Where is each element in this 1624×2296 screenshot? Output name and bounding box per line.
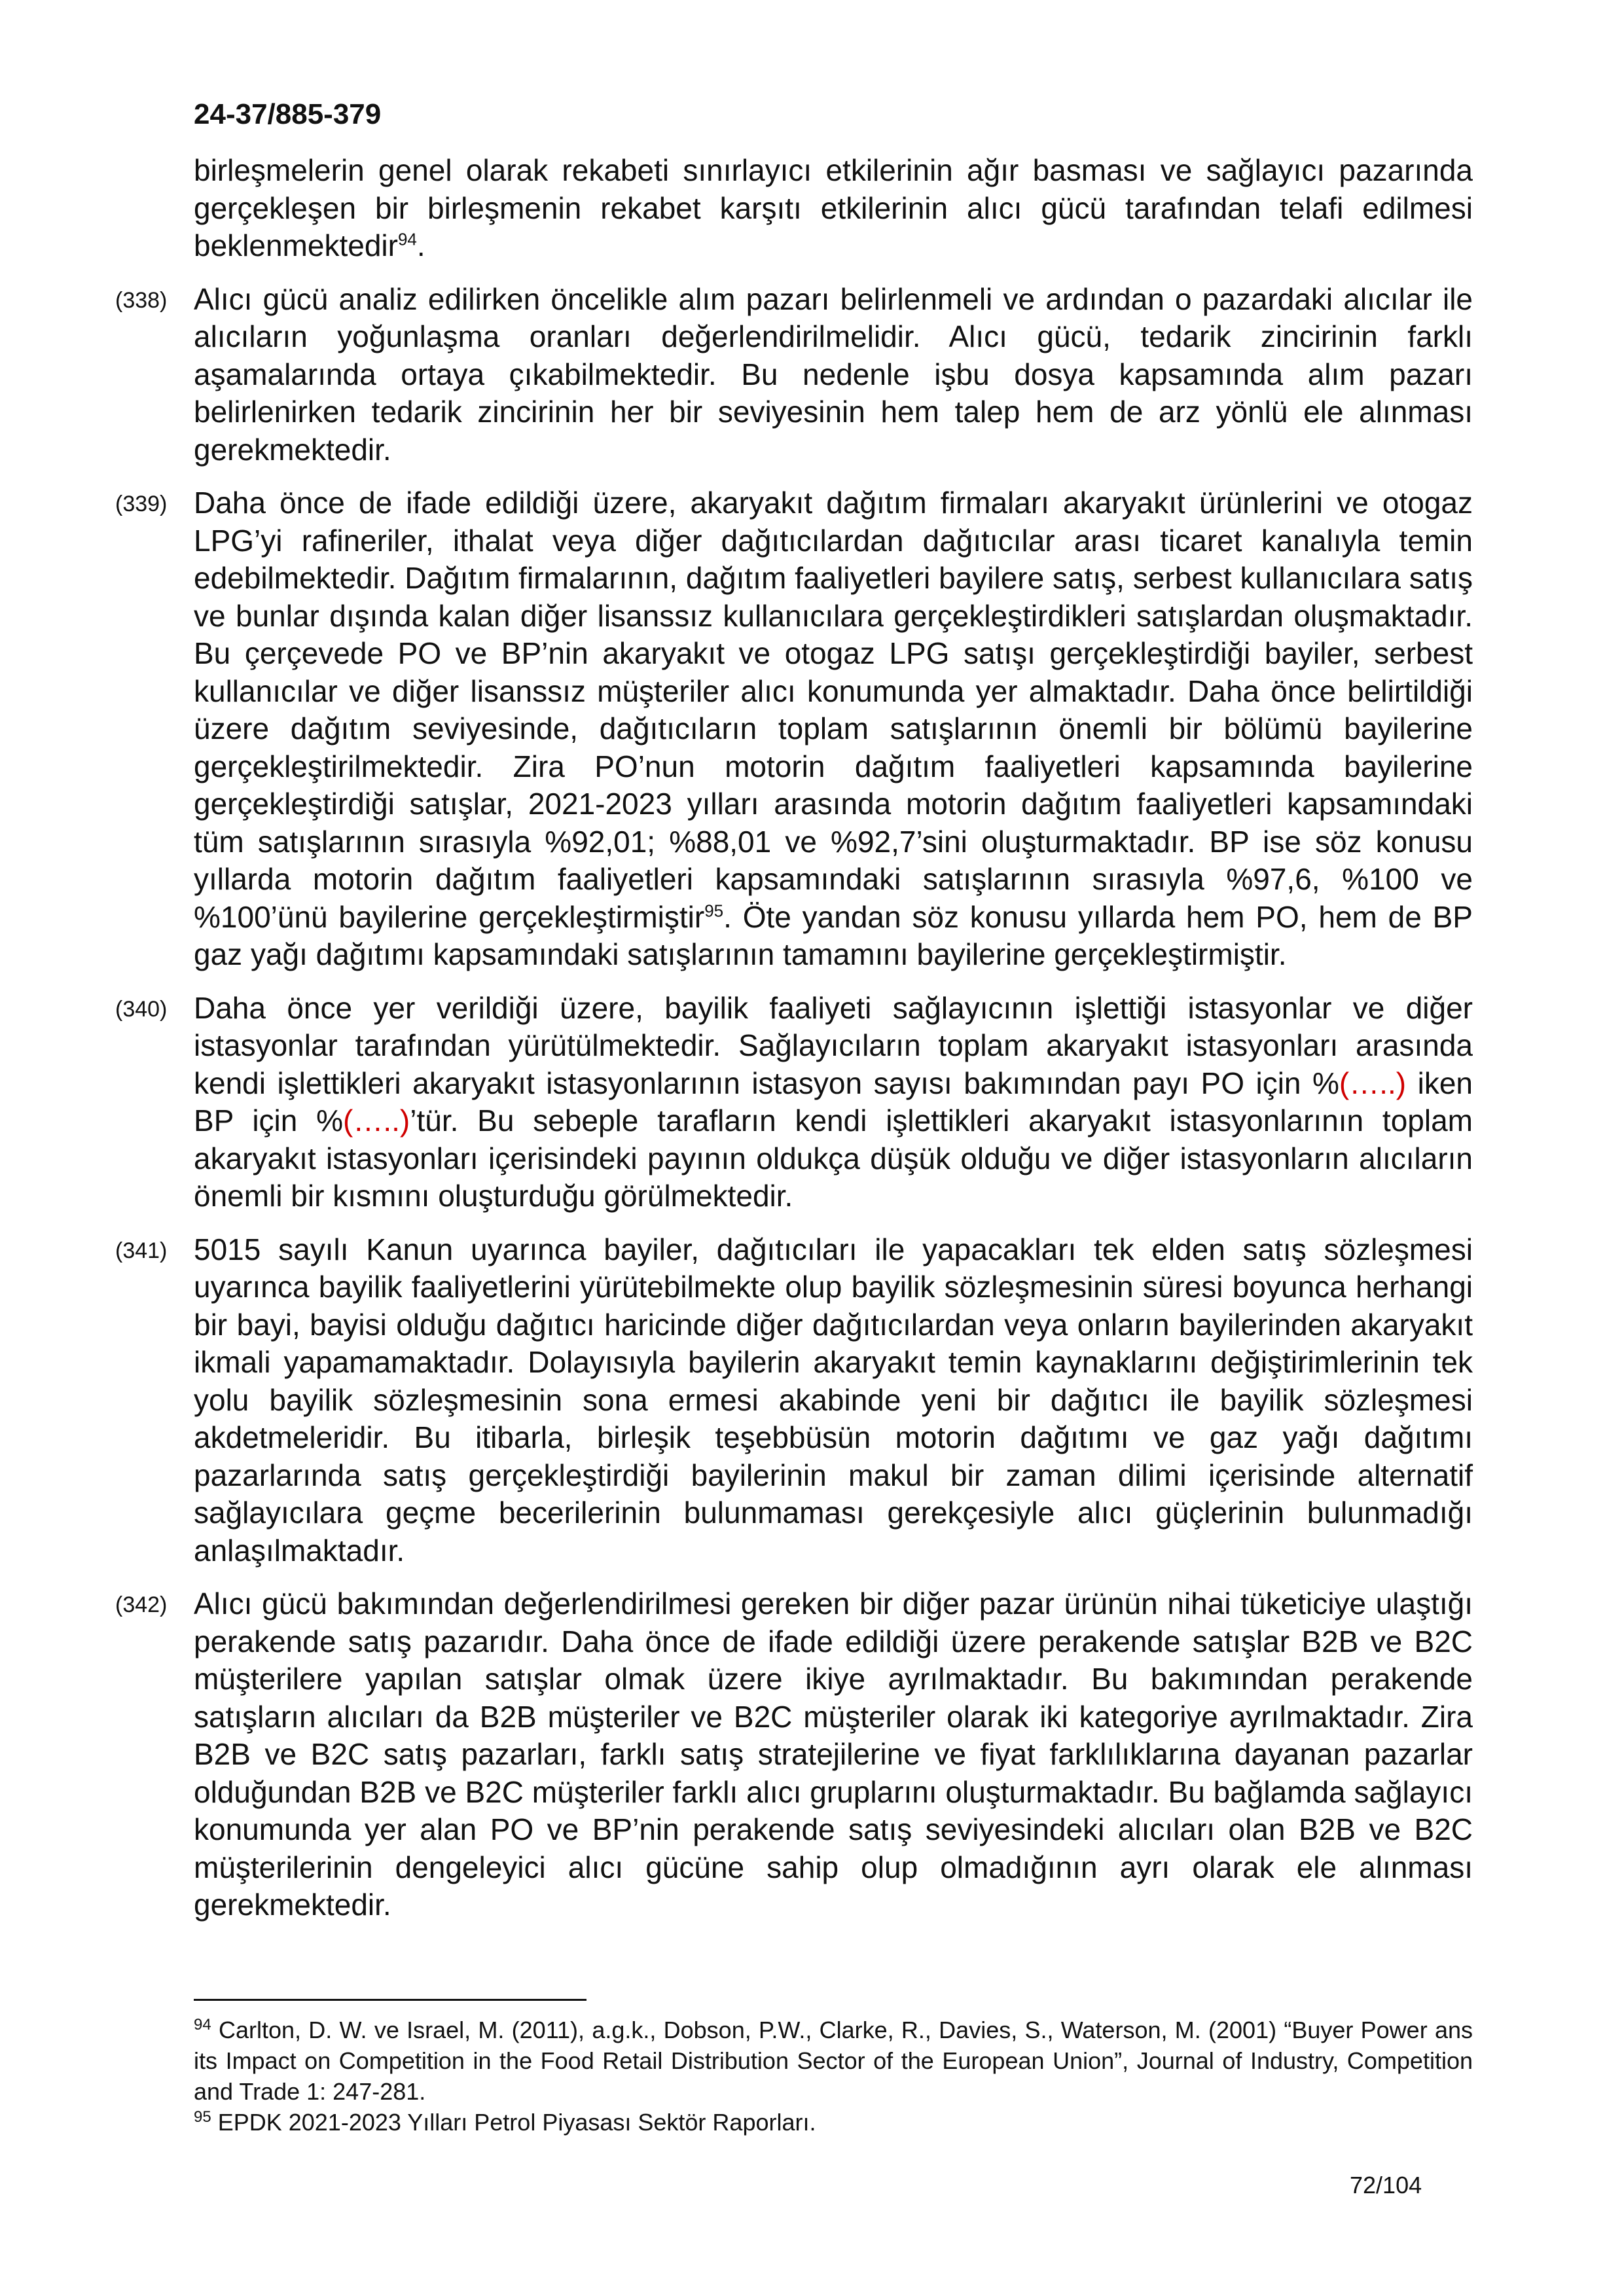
footnote-separator: [194, 1999, 586, 2001]
paragraph-number: (338): [115, 287, 168, 313]
paragraph-text: 5015 sayılı Kanun uyarınca bayiler, dağıtıcıları ile yapacakları tek elden satış sözleşmesi uyarınca bayilik faaliyetlerini yürütebilmekte olup bayilik sözleşmesinin süresi boyunca herhangi bir bayi, bayisi olduğu dağıtıcı haricinde diğer dağıtıcılardan veya onların bayilerinden akaryakıt ikmali yapamamaktadır. Dolayısıyla bayilerin akaryakıt temin kaynaklarını değiştirimlerinin tek yolu bayilik sözleşmesinin sona ermesi akabinde yeni bir dağıtıcı ile bayilik sözleşmesi akdetmeleridir. Bu itibarla, birleşik teşebbüsün motorin dağıtımı ve gaz yağı dağıtımı pazarlarında satış gerçekleştirdiği bayilerinin makul bir zaman dilimi içerisinde alternatif sağlayıcılara geçme becerilerinin bulunmaması gerekçesiyle alıcı güçlerinin bulunmadığı anlaşılmaktadır.: [194, 1232, 1473, 1568]
paragraph-text-part: ’tür. Bu sebeple tarafların kendi işlettikleri akaryakıt istasyonlarının toplam akaryakıt istasyonları içerisindeki payının oldukça düşük olduğu ve diğer istasyonların alıcıların önemli bir kısmını oluşturduğu görülmektedir.: [194, 1103, 1473, 1213]
paragraph-text: [194, 484, 1473, 974]
footnote-number: 95: [194, 2108, 211, 2126]
footnote-ref-94[interactable]: 94: [397, 229, 417, 249]
paragraph-number: (340): [115, 996, 168, 1022]
paragraph-text: birleşmelerin genel olarak rekabeti sınırlayıcı etkilerinin ağır basması ve sağlayıcı pazarında gerçekleşen bir birleşmenin rekabet karşıtı etkilerinin alıcı gücü tarafından telafi edilmesi beklenmektedir: [194, 153, 1473, 262]
footnote-text: EPDK 2021-2023 Yılları Petrol Piyasası Sektör Raporları.: [211, 2109, 816, 2136]
paragraph-341: [115, 1231, 1473, 1570]
paragraph-338: [115, 281, 1473, 469]
paragraph-end: .: [416, 228, 425, 262]
paragraph-342: [115, 1585, 1473, 1924]
page-number: 72/104: [1350, 2172, 1422, 2198]
footnotes: [194, 2015, 1473, 2138]
footnote-ref-95[interactable]: 95: [704, 901, 724, 921]
footnote-95: [194, 2107, 1473, 2138]
body-text: [115, 152, 1473, 1924]
continued-paragraph: [194, 152, 1473, 265]
footnote-94: [194, 2015, 1473, 2107]
footnote-number: 94: [194, 2016, 211, 2034]
paragraph-number: (341): [115, 1238, 168, 1263]
document-id: 24-37/885-379: [194, 98, 382, 130]
paragraph-text: Alıcı gücü analiz edilirken öncelikle alım pazarı belirlenmeli ve ardından o pazardaki alıcılar ile alıcıların yoğunlaşma oranları değerlendirilmelidir. Alıcı gücü, tedarik zincirinin farklı aşamalarında ortaya çıkabilmektedir. Bu nedenle işbu dosya kapsamında alım pazarı belirlenirken tedarik zincirinin her bir seviyesinin hem talep hem de arz yönlü ele alınması gerekmektedir.: [194, 281, 1473, 467]
paragraph-text-part: . Öte yandan söz konusu yıllarda hem PO, hem de BP gaz yağı dağıtımı kapsamındaki satışlarının tamamını bayilerine gerçekleştirmiştir.: [194, 899, 1473, 971]
paragraph-340: [115, 990, 1473, 1215]
redacted-value: (…..): [343, 1103, 410, 1138]
paragraph-number: (342): [115, 1592, 168, 1617]
paragraph-text: Alıcı gücü bakımından değerlendirilmesi gereken bir diğer pazar ürünün nihai tüketiciye ulaştığı perakende satış pazarıdır. Daha önce de ifade edildiği üzere perakende satışlar B2B ve B2C müşterilere yapılan satışlar olmak üzere ikiye ayrılmaktadır. Bu bakımından perakende satışların alıcıları da B2B müşteriler ve B2C müşteriler olarak iki kategoriye ayrılmaktadır. Zira B2B ve B2C satış pazarları, farklı satış stratejilerine ve fiyat farklılıklarına dayanan pazarlar olduğundan B2B ve B2C müşteriler farklı alıcı gruplarını oluşturmaktadır. Bu bağlamda sağlayıcı konumunda yer alan PO ve BP’nin perakende satış seviyesindeki alıcıları olan B2B ve B2C müşterilerinin dengeleyici alıcı gücüne sahip olup olmadığının ayrı olarak ele alınması gerekmektedir.: [194, 1587, 1473, 1922]
paragraph-text: [194, 990, 1473, 1215]
paragraph-text-part: iken BP için %: [194, 1066, 1473, 1138]
redacted-value: (…..): [1339, 1066, 1407, 1100]
paragraph-text-part: Daha önce yer verildiği üzere, bayilik faaliyeti sağlayıcının işlettiği istasyonlar ve diğer istasyonlar tarafından yürütülmektedir. Sağlayıcıların toplam akaryakıt istasyonları arasında kendi işlettikleri akaryakıt istasyonlarının istasyon sayısı bakımından payı PO için %: [194, 990, 1473, 1100]
paragraph-339: [115, 484, 1473, 974]
paragraph-text-part: Daha önce de ifade edildiği üzere, akaryakıt dağıtım firmaları akaryakıt ürünlerini ve otogaz LPG’yi rafineriler, ithalat veya diğer dağıtıcılardan dağıtıcılar arası ticaret kanalıyla temin edebilmektedir. Dağıtım firmalarının, dağıtım faaliyetleri bayilere satış, serbest kullanıcılara satış ve bunlar dışında kalan diğer lisanssız kullanıcılara gerçekleştirdikleri satışlardan oluşmaktadır. Bu çerçevede PO ve BP’nin akaryakıt ve otogaz LPG satışı gerçekleştirdiği bayiler, serbest kullanıcılar ve diğer lisanssız müşteriler alıcı konumunda yer almaktadır. Daha önce belirtildiği üzere dağıtım seviyesinde, dağıtıcıların toplam satışlarının önemli bir bölümü bayilerine gerçekleştirilmektedir. Zira PO’nun motorin dağıtım faaliyetleri kapsamında bayilerine gerçekleştirdiği satışlar, 2021-2023 yılları arasında motorin dağıtım faaliyetleri kapsamındaki tüm satışlarının sırasıyla %92,01; %88,01 ve %92,7’sini oluşturmaktadır. BP ise söz konusu yıllarda motorin dağıtım faaliyetleri kapsamındaki satışlarının sırasıyla %97,6, %100 ve %100’ünü bayilerine gerçekleştirmiştir: [194, 486, 1473, 934]
paragraph-number: (339): [115, 492, 168, 516]
footnote-text: Carlton, D. W. ve Israel, M. (2011), a.g.k., Dobson, P.W., Clarke, R., Davies, S., Waterson, M. (2001) “Buyer Power ans its Impact on Competition in the Food Retail Distribution Sector of the European Union”, Journal of Industry, Competition and Trade 1: 247-281.: [194, 2017, 1473, 2105]
